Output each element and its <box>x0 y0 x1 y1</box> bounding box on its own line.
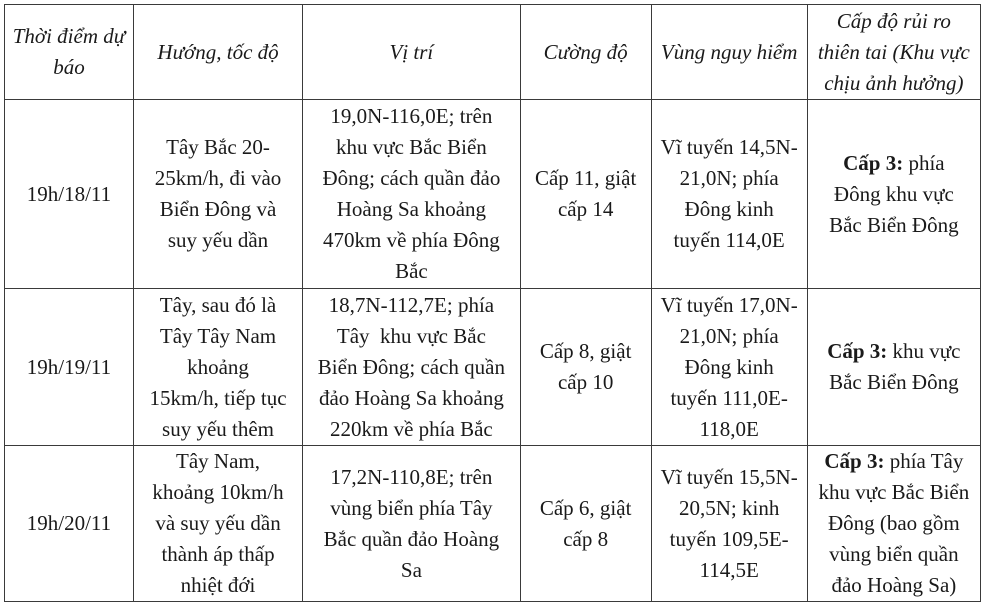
risk-level-label: Cấp 3: <box>843 150 904 175</box>
header-forecast-time: Thời điểm dự báo <box>5 5 134 100</box>
cell-position: 19,0N-116,0E; trên khu vực Bắc Biển Đông; cách quần đảo Hoàng Sa khoảng 470km về phía Đông Bắc <box>303 100 521 289</box>
cell-position: 17,2N-110,8E; trên vùng biển phía Tây Bắc quần đảo Hoàng Sa <box>303 446 521 602</box>
cell-forecast-time: 19h/19/11 <box>5 289 134 446</box>
cell-position: 18,7N-112,7E; phía Tây khu vực Bắc Biển Đông; cách quần đảo Hoàng Sa khoảng 220km về phía Bắc <box>303 289 521 446</box>
cell-risk-level: Cấp 3: phía Đông khu vực Bắc Biển Đông <box>807 100 980 289</box>
cell-forecast-time: 19h/18/11 <box>5 100 134 289</box>
cell-forecast-time: 19h/20/11 <box>5 446 134 602</box>
header-danger-zone: Vùng nguy hiểm <box>651 5 807 100</box>
header-row <box>5 5 981 100</box>
cell-danger-zone: Vĩ tuyến 15,5N- 20,5N; kinh tuyến 109,5E- 114,5E <box>651 446 807 602</box>
cell-risk-level: Cấp 3: khu vực Bắc Biển Đông <box>807 289 980 446</box>
cell-danger-zone: Vĩ tuyến 14,5N- 21,0N; phía Đông kinh tuyến 114,0E <box>651 100 807 289</box>
table-row <box>5 446 981 602</box>
cell-intensity: Cấp 11, giật cấp 14 <box>520 100 651 289</box>
cell-intensity: Cấp 8, giật cấp 10 <box>520 289 651 446</box>
cell-direction-speed: Tây, sau đó là Tây Tây Nam khoảng 15km/h, tiếp tục suy yếu thêm <box>133 289 302 446</box>
cell-intensity: Cấp 6, giật cấp 8 <box>520 446 651 602</box>
risk-level-label: Cấp 3: <box>827 339 888 363</box>
cell-risk-level: Cấp 3: phía Tây khu vực Bắc Biển Đông (bao gồm vùng biển quần đảo Hoàng Sa) <box>807 446 980 602</box>
header-direction-speed: Hướng, tốc độ <box>133 5 302 100</box>
header-disaster-risk-level: Cấp độ rủi ro thiên tai (Khu vực chịu ảnh hưởng) <box>807 5 980 100</box>
table-row <box>5 100 981 289</box>
storm-forecast-table <box>4 4 981 602</box>
cell-direction-speed: Tây Bắc 20- 25km/h, đi vào Biển Đông và suy yếu dần <box>133 100 302 289</box>
header-intensity: Cường độ <box>520 5 651 100</box>
table-row <box>5 289 981 446</box>
header-position: Vị trí <box>303 5 521 100</box>
cell-direction-speed: Tây Nam, khoảng 10km/h và suy yếu dần thành áp thấp nhiệt đới <box>133 446 302 602</box>
cell-danger-zone: Vĩ tuyến 17,0N- 21,0N; phía Đông kinh tuyến 111,0E- 118,0E <box>651 289 807 446</box>
risk-level-label: Cấp 3: <box>824 449 885 473</box>
